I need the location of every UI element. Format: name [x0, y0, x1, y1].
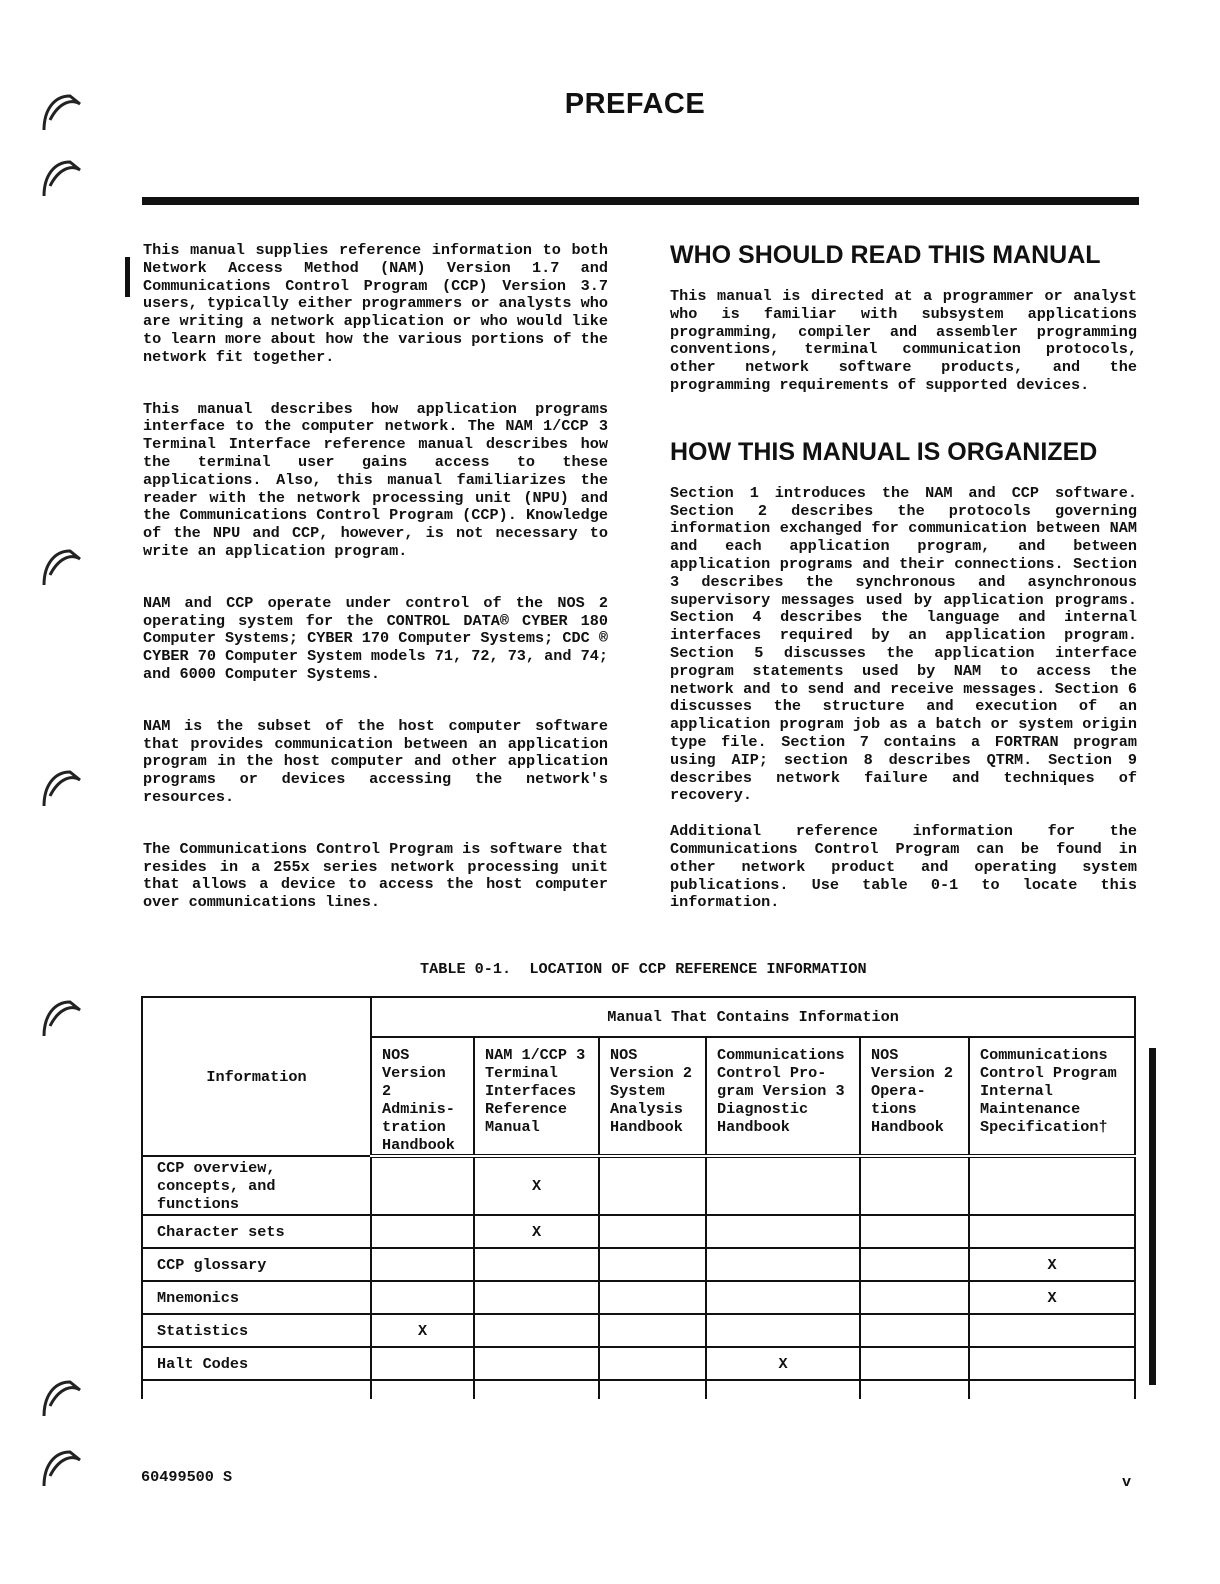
table-cell [706, 1156, 860, 1215]
table-row [142, 1281, 1135, 1314]
margin-hook-mark-3 [40, 545, 82, 587]
title-rule [142, 197, 1139, 205]
table-cell [706, 1248, 860, 1281]
organization-heading: HOW THIS MANUAL IS ORGANIZED [670, 437, 1098, 466]
left-column [143, 242, 608, 946]
table-row [142, 1347, 1135, 1380]
right-column [670, 242, 1137, 912]
row-label: Halt Codes [142, 1347, 371, 1380]
table-cell [474, 1347, 599, 1380]
table-cell [860, 1215, 969, 1248]
table-cell [474, 1281, 599, 1314]
table-row [142, 1314, 1135, 1347]
row-label: CCP overview, concepts, and functions [142, 1156, 371, 1215]
table-cell [706, 1215, 860, 1248]
change-bar [125, 257, 130, 297]
table-cell [599, 1347, 706, 1380]
table-cell [371, 1281, 474, 1314]
column-header: NOS Version 2 Opera- tions Handbook [860, 1037, 969, 1156]
table-cell: X [969, 1248, 1135, 1281]
ccp-paragraph: The Communications Control Program is software that resides in a 255x series network processing unit that allows a device to access the host computer over communications lines. [143, 839, 608, 912]
table-cell [860, 1156, 969, 1215]
table-cell [599, 1215, 706, 1248]
table-caption: TABLE 0-1. LOCATION OF CCP REFERENCE INFORMATION [420, 960, 867, 978]
column-header: NOS Version 2 System Analysis Handbook [599, 1037, 706, 1156]
document-number: 60499500 S [141, 1468, 233, 1486]
margin-hook-mark-4 [40, 766, 82, 808]
table-cell [371, 1156, 474, 1215]
intro-paragraph: This manual supplies reference information to both Network Access Method (NAM) Version 1.7 and Communications Control Program (CCP) Version 3.7 users, typically either programmers or analysts who are writing a network application or who would like to learn more about how the various portions of the network fit together. [143, 241, 608, 366]
who-should-read-text: This manual is directed at a programmer or analyst who is familiar with subsystem applications programming, compiler and assembler programming conventions, terminal communication protocols, other network software products, and the programming requirements of supported devices. [670, 287, 1137, 394]
table-cell [860, 1281, 969, 1314]
column-header: NAM 1/CCP 3 Terminal Interfaces Reference Manual [474, 1037, 599, 1156]
table-cell [969, 1347, 1135, 1380]
who-should-read-heading: WHO SHOULD READ THIS MANUAL [670, 241, 1101, 269]
page-title: PREFACE [564, 88, 706, 120]
row-label: Statistics [142, 1314, 371, 1347]
nam-paragraph: NAM is the subset of the host computer software that provides communication between an application program in the host computer and other application programs or devices accessing the network's resources. [143, 716, 608, 806]
table-cell: X [371, 1314, 474, 1347]
row-label: CCP glossary [142, 1248, 371, 1281]
row-label: Mnemonics [142, 1281, 371, 1314]
table-continuation-row [142, 1380, 1135, 1399]
table-cell [599, 1314, 706, 1347]
table-cell: X [969, 1281, 1135, 1314]
margin-hook-mark-2 [40, 156, 82, 198]
column-header: NOS Version 2 Adminis- tration Handbook [371, 1037, 474, 1156]
table-cell [474, 1314, 599, 1347]
row-label: Character sets [142, 1215, 371, 1248]
change-bar [1149, 1048, 1156, 1385]
table-cell [860, 1248, 969, 1281]
manual-group-header: Manual That Contains Information [371, 997, 1135, 1037]
table-cell [969, 1314, 1135, 1347]
table-cell [371, 1248, 474, 1281]
table-cell [969, 1156, 1135, 1215]
table-cell [599, 1156, 706, 1215]
table-cell [599, 1281, 706, 1314]
table-cell [371, 1347, 474, 1380]
table-cell [969, 1215, 1135, 1248]
organization-text: Section 1 introduces the NAM and CCP software. Section 2 describes the protocols governing information exchanged for communication between NAM and each application program, and between application programs and their connections. Section 3 describes the synchronous and asynchronous supervisory messages used by application programs. Section 4 describes the language and internal interfaces required by an application program. Section 5 discusses the application interface program statements used by NAM to access the network and to send and receive messages. Section 6 discusses the structure and execution of an application program job as a batch or system origin type file. Section 7 contains a FORTRAN program using AIP; section 8 describes QTRM. Section 9 describes network failure and techniques of recovery. [670, 483, 1137, 805]
interface-paragraph: This manual describes how application programs interface to the computer network. The NAM 1/CCP 3 Terminal Interface reference manual describes how the terminal user gains access to these applications. Also, this manual familiarizes the reader with the network processing unit (NPU) and the Communications Control Program (CCP). Knowledge of the NPU and CCP, however, is not necessary to write an application program. [143, 399, 608, 560]
table-cell [706, 1314, 860, 1347]
table-cell [706, 1281, 860, 1314]
margin-hook-mark-5 [40, 996, 82, 1038]
margin-hook-mark-6 [40, 1376, 82, 1418]
information-column-header: Information [142, 997, 371, 1156]
table-cell: X [706, 1347, 860, 1380]
margin-hook-mark-7 [40, 1446, 82, 1488]
table-cell: X [474, 1215, 599, 1248]
operating-system-paragraph: NAM and CCP operate under control of the NOS 2 operating system for the CONTROL DATA® CYBER 180 Computer Systems; CYBER 170 Computer Systems; CDC ® CYBER 70 Computer System models 71, 72, 73, and 74; and 6000 Computer Systems. [143, 593, 608, 683]
table-row [142, 1215, 1135, 1248]
column-header: Communications Control Pro- gram Version 3 Diagnostic Handbook [706, 1037, 860, 1156]
additional-info-text: Additional reference information for the Communications Control Program can be found in other network product and operating system publications. Use table 0-1 to locate this information. [670, 822, 1137, 912]
table-cell [371, 1215, 474, 1248]
table-cell [860, 1347, 969, 1380]
column-header: Communications Control Program Internal Maintenance Specification† [969, 1037, 1135, 1156]
reference-table [141, 996, 1136, 1399]
table-cell [860, 1314, 969, 1347]
table-row [142, 1248, 1135, 1281]
table-cell [599, 1248, 706, 1281]
page-number: v [1122, 1473, 1132, 1491]
table-cell: X [474, 1156, 599, 1215]
table-row [142, 1156, 1135, 1215]
table-cell [474, 1248, 599, 1281]
